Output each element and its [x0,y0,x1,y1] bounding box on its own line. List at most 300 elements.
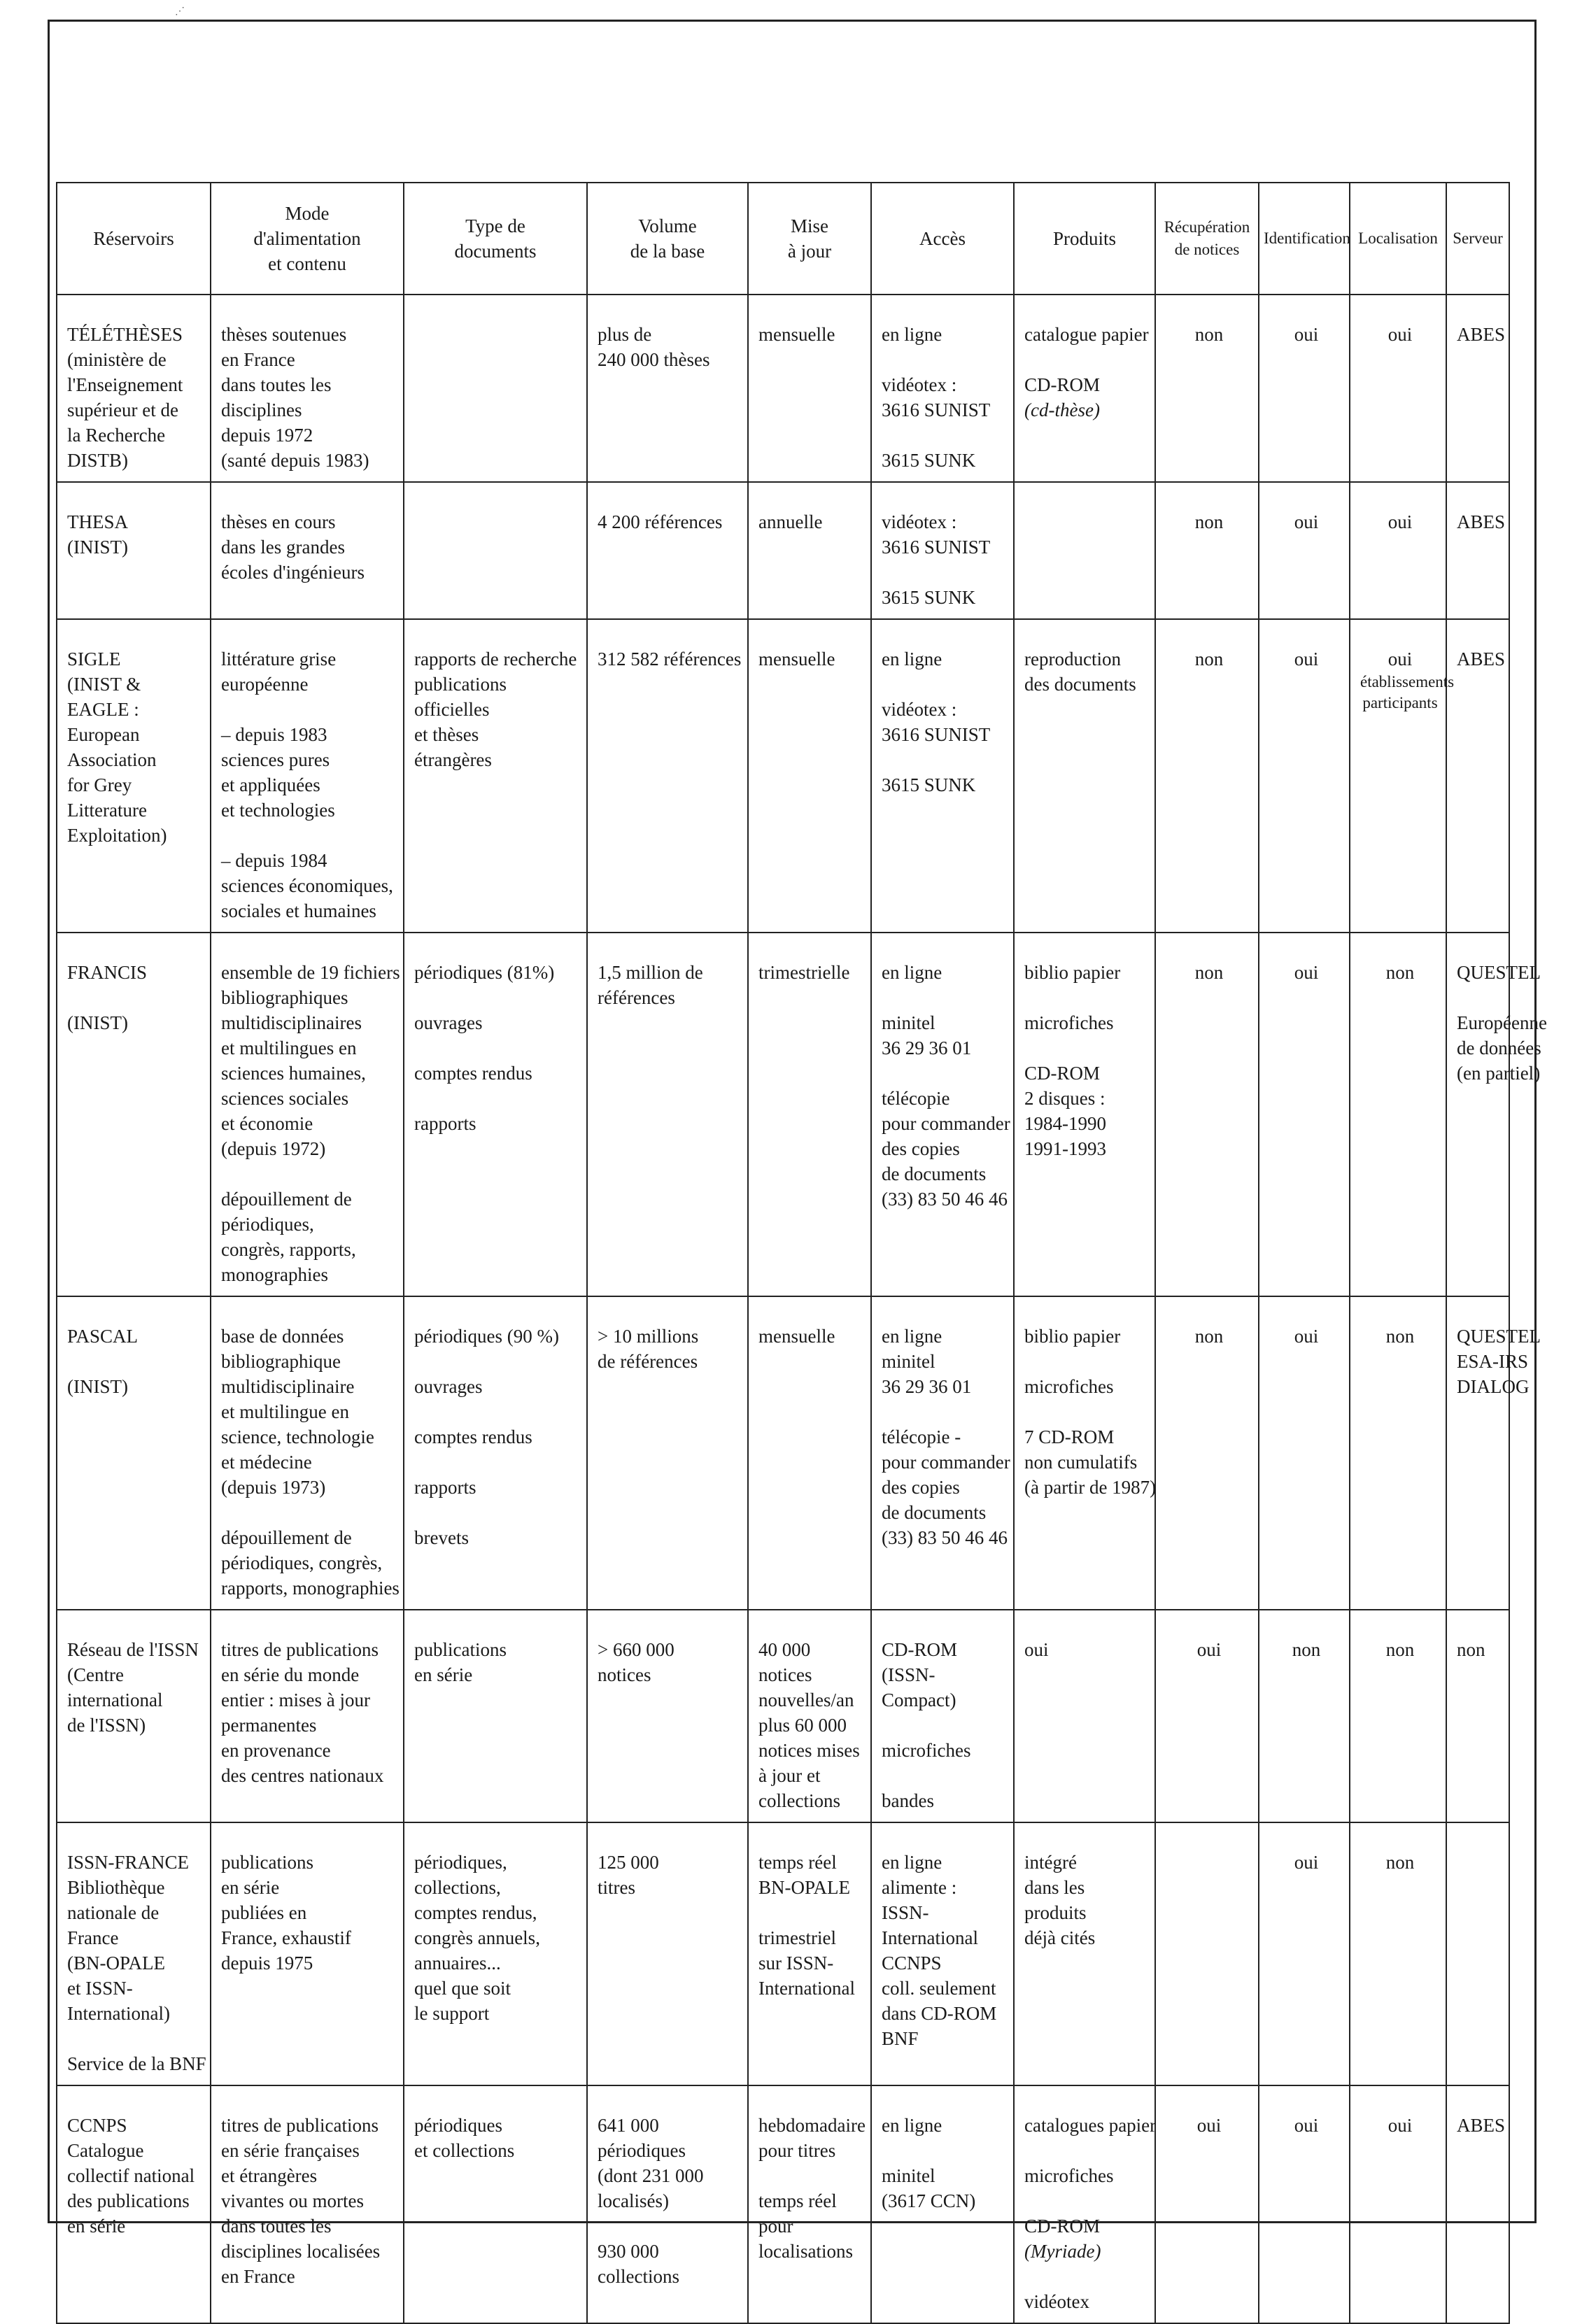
cell-maj [748,1822,871,2085]
cell-type [404,619,587,933]
cell-line: européenne [221,674,309,695]
cell-reservoir [57,1610,211,1822]
cell-line: minitel [882,2165,935,2186]
cell-line: FRANCIS [67,962,148,983]
cell-line: titres de publications [221,1639,379,1660]
cell-line: oui [1294,649,1319,669]
header-line: et contenu [268,253,346,274]
spacer [882,1763,1008,1788]
cell-line: et appliquées [221,774,320,795]
cell-line: Association [67,749,157,770]
spacer [221,1500,397,1525]
cell-line: vivantes ou mortes [221,2190,364,2211]
cell-line: monographies [221,1264,328,1285]
spacer [221,823,397,848]
spacer [67,2026,204,2051]
cell-line: (ministère de [67,349,167,370]
cell-acces [871,295,1014,482]
cell-line: ABES [1457,324,1506,345]
cell-line: non [1194,1326,1224,1347]
spacer [1457,985,1503,1010]
cell-line: PASCAL [67,1326,139,1347]
cell-line: périodiques (81%) [414,962,555,983]
spacer [882,1713,1008,1738]
cell-recuperation [1155,1822,1259,2085]
cell-line: titres [598,1877,635,1898]
cell-line: en ligne [882,1326,942,1347]
header-type [404,183,587,295]
cell-line: et multilingues en [221,1037,357,1058]
spacer [882,747,1008,772]
cell-line: (dont 231 000 [598,2165,704,2186]
cell-identification [1259,2085,1350,2323]
cell-line: pour commander [882,1452,1010,1473]
cell-type [404,295,587,482]
cell-line: des copies [882,1477,960,1498]
spacer [1024,347,1149,372]
cell-line: des documents [1024,674,1136,695]
cell-line: plus de [598,324,652,345]
cell-line: congrès annuels, [414,1927,540,1948]
cell-line: (depuis 1973) [221,1477,326,1498]
spacer [414,1500,581,1525]
cell-line: rapports [414,1477,476,1498]
cell-line: télécopie - [882,1426,961,1447]
cell-line: notices mises [758,1740,860,1761]
cell-acces [871,1822,1014,2085]
cell-line: oui [1196,2115,1222,2136]
cell-line: non cumulatifs [1024,1452,1138,1473]
cell-line: localisations [758,2241,853,2262]
spacer [1024,985,1149,1010]
cell-line: temps réel [758,2190,837,2211]
header-reservoirs [57,183,211,295]
cell-line: comptes rendus [414,1426,532,1447]
cell-line: (ISSN- [882,1664,935,1685]
cell-maj [748,1610,871,1822]
cell-line: catalogues papier [1024,2115,1157,2136]
cell-line: (à partir de 1987) [1024,1477,1157,1498]
cell-line: 4 200 références [598,511,723,532]
cell-volume [587,1822,748,2085]
cell-line: à jour et [758,1765,821,1786]
header-localisation [1350,183,1446,295]
header-identification [1259,183,1350,295]
cell-line: titres de publications [221,2115,379,2136]
cell-produits [1014,295,1155,482]
cell-line: dans CD-ROM [882,2003,997,2024]
cell-produits [1014,933,1155,1296]
cell-line: ABES [1457,649,1506,669]
cell-line: for Grey [67,774,132,795]
cell-line: microfiches [1024,2165,1114,2186]
spacer [414,1450,581,1475]
cell-maj [748,482,871,619]
cell-line: et technologies [221,800,335,821]
header-produits [1014,183,1155,295]
table-row [57,1822,1509,2085]
cell-line: (santé depuis 1983) [221,450,369,471]
cell-type [404,482,587,619]
cell-line: bibliographique [221,1351,341,1372]
spacer [414,1399,581,1424]
cell-line: des publications [67,2190,190,2211]
cell-line: oui [1387,511,1413,532]
cell-line: de documents [882,1502,987,1523]
cell-line: et économie [221,1113,313,1134]
cell-line: (Centre [67,1664,124,1685]
cell-line: trimestriel [758,1927,836,1948]
cell-line: sur ISSN- [758,1953,834,1974]
header-mode [211,183,404,295]
spacer [414,1086,581,1111]
cell-identification [1259,619,1350,933]
cell-line: congrès, rapports, [221,1239,356,1260]
cell-line: périodiques [598,2140,686,2161]
cell-acces [871,619,1014,933]
cell-identification [1259,1296,1350,1610]
cell-line: QUESTEL [1457,1326,1541,1347]
cell-line: Compact) [882,1689,956,1710]
cell-line: temps réel [758,1852,837,1873]
cell-line: CCNPS [882,1953,942,1974]
cell-line: EAGLE : [67,699,139,720]
cell-serveur [1446,1296,1541,1610]
spacer [1024,2188,1149,2213]
cell-line: biblio papier [1024,962,1121,983]
cell-type [404,933,587,1296]
cell-line: écoles d'ingénieurs [221,562,365,583]
cell-line: rapports [414,1113,476,1134]
cell-line: publiées en [221,1902,307,1923]
cell-line: sciences économiques, [221,875,393,896]
cell-line: dans les [1024,1877,1085,1898]
cell-line: périodiques, [221,1214,314,1235]
cell-reservoir [57,295,211,482]
cell-line: oui [1294,962,1319,983]
header-line: Localisation [1358,229,1438,247]
table-row [57,1296,1509,1610]
cell-line: en ligne [882,962,942,983]
spacer [882,2138,1008,2163]
cell-line: thèses en cours [221,511,336,532]
spacer [882,347,1008,372]
cell-line: collections [598,2266,679,2287]
cell-line: ouvrages [414,1376,483,1397]
cell-reservoir [57,619,211,933]
spacer [1024,2138,1149,2163]
table-row [57,2085,1509,2323]
cell-line: CD-ROM [882,1639,958,1660]
cell-line: non [1385,1852,1415,1873]
cell-line: périodiques, congrès, [221,1552,383,1573]
cell-line: rapports, monographies [221,1578,400,1599]
cell-line: 36 29 36 01 [882,1037,972,1058]
cell-line: international [67,1689,163,1710]
header-line: à jour [787,241,832,262]
cell-line: de documents [882,1163,987,1184]
reservoirs-table [56,182,1547,2324]
cell-line: pour [758,2216,793,2237]
cell-line: (en partiel) [1457,1063,1541,1084]
cell-line: DIALOG [1457,1376,1530,1397]
cell-line: 36 29 36 01 [882,1376,972,1397]
cell-line: 1984-1990 [1024,1113,1106,1134]
cell-line: collections, [414,1877,501,1898]
table-row [57,295,1509,482]
cell-produits [1014,2085,1155,2323]
header-maj [748,183,871,295]
cell-line: dans toutes les [221,2216,332,2237]
cell-line: disciplines localisées [221,2241,381,2262]
cell-line: ABES [1457,511,1506,532]
cell-localisation [1350,1822,1446,2085]
cell-line: multidisciplinaire [221,1376,355,1397]
spacer [598,2213,742,2239]
cell-line: 2 disques : [1024,1088,1106,1109]
cell-volume [587,482,748,619]
cell-line: publications [414,1639,507,1660]
cell-line: microfiches [1024,1012,1114,1033]
cell-line: 125 000 [598,1852,659,1873]
cell-line: en provenance [221,1740,331,1761]
cell-line: en série [221,1877,280,1898]
cell-acces [871,1296,1014,1610]
cell-produits [1014,1610,1155,1822]
cell-line: mensuelle [758,324,835,345]
cell-line: dans les grandes [221,537,345,558]
cell-line: coll. seulement [882,1978,996,1999]
header-line: Serveur [1453,229,1503,247]
header-row [57,183,1509,295]
cell-recuperation [1155,1296,1259,1610]
cell-line: étrangères [414,749,492,770]
cell-mode [211,619,404,933]
cell-mode [211,1610,404,1822]
cell-line: France, exhaustif [221,1927,351,1948]
cell-line: (BN-OPALE [67,1953,166,1974]
cell-identification [1259,1822,1350,2085]
cell-type [404,1610,587,1822]
spacer [882,423,1008,448]
cell-line: CD-ROM [1024,374,1101,395]
cell-line: et collections [414,2140,515,2161]
cell-line: CD-ROM [1024,1063,1101,1084]
cell-line: publications [221,1852,313,1873]
cell-recuperation [1155,1610,1259,1822]
cell-line: supérieur et de [67,399,178,420]
header-line: Identification [1264,229,1350,247]
header-line: d'alimentation [253,228,361,249]
cell-line: – depuis 1983 [221,724,327,745]
cell-line: et thèses [414,724,479,745]
cell-identification [1259,1610,1350,1822]
cell-line: mensuelle [758,649,835,669]
cell-line: Catalogue [67,2140,144,2161]
cell-mode [211,1296,404,1610]
cell-line: sciences sociales [221,1088,349,1109]
cell-line: Bibliothèque [67,1877,165,1898]
header-line: Produits [1052,228,1117,249]
cell-line: entier : mises à jour [221,1689,370,1710]
cell-line: brevets [414,1527,469,1548]
header-line: Mise [791,215,828,236]
cell-line: – depuis 1984 [221,850,327,871]
spacer [1024,1349,1149,1374]
cell-line: intégré [1024,1852,1077,1873]
spacer [758,1900,865,1925]
cell-line: localisés) [598,2190,669,2211]
cell-line: oui [1294,1852,1319,1873]
cell-line: (33) 83 50 46 46 [882,1189,1008,1210]
cell-line: l'Enseignement [67,374,183,395]
cell-acces [871,1610,1014,1822]
cell-line: France [67,1927,119,1948]
cell-line: base de données [221,1326,344,1347]
cell-line: de données [1457,1037,1541,1058]
cell-line: collectif national [67,2165,195,2186]
cell-line: produits [1024,1902,1087,1923]
cell-line: 3616 SUNIST [882,537,991,558]
cell-produits [1014,1822,1155,2085]
header-acces [871,183,1014,295]
cell-line: vidéotex : [882,511,957,532]
cell-mode [211,2085,404,2323]
cell-acces [871,933,1014,1296]
cell-line: non [1385,1639,1415,1660]
cell-line: 3615 SUNK [882,450,976,471]
cell-line: et multilingue en [221,1401,349,1422]
cell-recuperation [1155,2085,1259,2323]
cell-maj [748,619,871,933]
cell-line: ISSN- [882,1902,929,1923]
header-line: Mode [285,203,330,224]
cell-line: en ligne [882,1852,942,1873]
spacer [1024,1399,1149,1424]
cell-localisation [1350,619,1455,933]
cell-line: oui [1024,1639,1049,1660]
cell-line: ABES [1457,2115,1506,2136]
spacer [882,1399,1008,1424]
cell-line: (INIST) [67,1376,128,1397]
cell-serveur [1446,2085,1509,2323]
cell-line: 312 582 références [598,649,742,669]
cell-line: non [1194,649,1224,669]
cell-line: non [1385,1326,1415,1347]
cell-line: 240 000 thèses [598,349,710,370]
cell-line: THESA [67,511,128,532]
cell-line: non [1385,962,1415,983]
spacer [758,2163,865,2188]
cell-line: Service de la BNF [67,2053,206,2074]
header-line: Volume [638,215,697,236]
cell-line: oui [1387,2115,1413,2136]
cell-volume [587,295,748,482]
scan-mark: ⋰ [175,6,185,17]
cell-identification [1259,482,1350,619]
cell-line: vidéotex [1024,2291,1089,2312]
cell-mode [211,482,404,619]
cell-line: oui [1196,1639,1222,1660]
table-row [57,933,1509,1296]
cell-line: oui [1294,511,1319,532]
cell-line: non [1457,1639,1485,1660]
spacer [882,672,1008,697]
cell-line: BN-OPALE [758,1877,851,1898]
spacer [67,1349,204,1374]
cell-type [404,1822,587,2085]
cell-reservoir [57,1822,211,2085]
spacer [882,560,1008,585]
cell-maj [748,1296,871,1610]
cell-line: oui [1387,324,1413,345]
cell-serveur [1446,1610,1509,1822]
cell-line: périodiques (90 %) [414,1326,559,1347]
cell-line: International) [67,2003,170,2024]
cell-line: 3616 SUNIST [882,399,991,420]
cell-acces [871,2085,1014,2323]
cell-line: télécopie [882,1088,950,1109]
cell-line: en série [414,1664,473,1685]
cell-line: permanentes [221,1715,317,1736]
cell-line: Réseau de l'ISSN [67,1639,199,1660]
cell-line: non [1194,324,1224,345]
cell-line: CD-ROM [1024,2216,1101,2237]
cell-line: bibliographiques [221,987,348,1008]
cell-line: vidéotex : [882,374,957,395]
cell-line: périodiques, [414,1852,507,1873]
cell-line: des copies [882,1138,960,1159]
cell-line: pour titres [758,2140,836,2161]
cell-line: non [1194,511,1224,532]
header-line: documents [454,241,537,262]
cell-line: International [758,1978,855,1999]
header-serveur [1446,183,1509,295]
cell-line: rapports de recherche [414,649,577,669]
table-row [57,482,1509,619]
cell-identification [1259,295,1350,482]
cell-line: non [1292,1639,1321,1660]
cell-line: plus 60 000 [758,1715,847,1736]
cell-line: 1991-1993 [1024,1138,1106,1159]
cell-reservoir [57,2085,211,2323]
cell-serveur [1446,482,1509,619]
cell-recuperation [1155,295,1259,482]
cell-line: références [598,987,675,1008]
cell-line: 3615 SUNK [882,587,976,608]
cell-line: sociales et humaines [221,900,376,921]
cell-serveur [1446,619,1509,933]
cell-line: et médecine [221,1452,312,1473]
cell-line: annuaires... [414,1953,501,1974]
cell-line: quel que soit [414,1978,511,1999]
cell-type [404,2085,587,2323]
spacer [1024,2264,1149,2289]
cell-mode [211,1822,404,2085]
cell-line: depuis 1972 [221,425,313,446]
cell-line: disciplines [221,399,302,420]
cell-line: le support [414,2003,490,2024]
cell-volume [587,1610,748,1822]
cell-line: SIGLE [67,649,121,669]
cell-line: en série françaises [221,2140,360,2161]
cell-line: trimestrielle [758,962,850,983]
cell-recuperation [1155,619,1259,933]
table-row [57,1610,1509,1822]
cell-line: (INIST) [67,537,128,558]
cell-recuperation [1155,933,1259,1296]
cell-line: reproduction [1024,649,1121,669]
